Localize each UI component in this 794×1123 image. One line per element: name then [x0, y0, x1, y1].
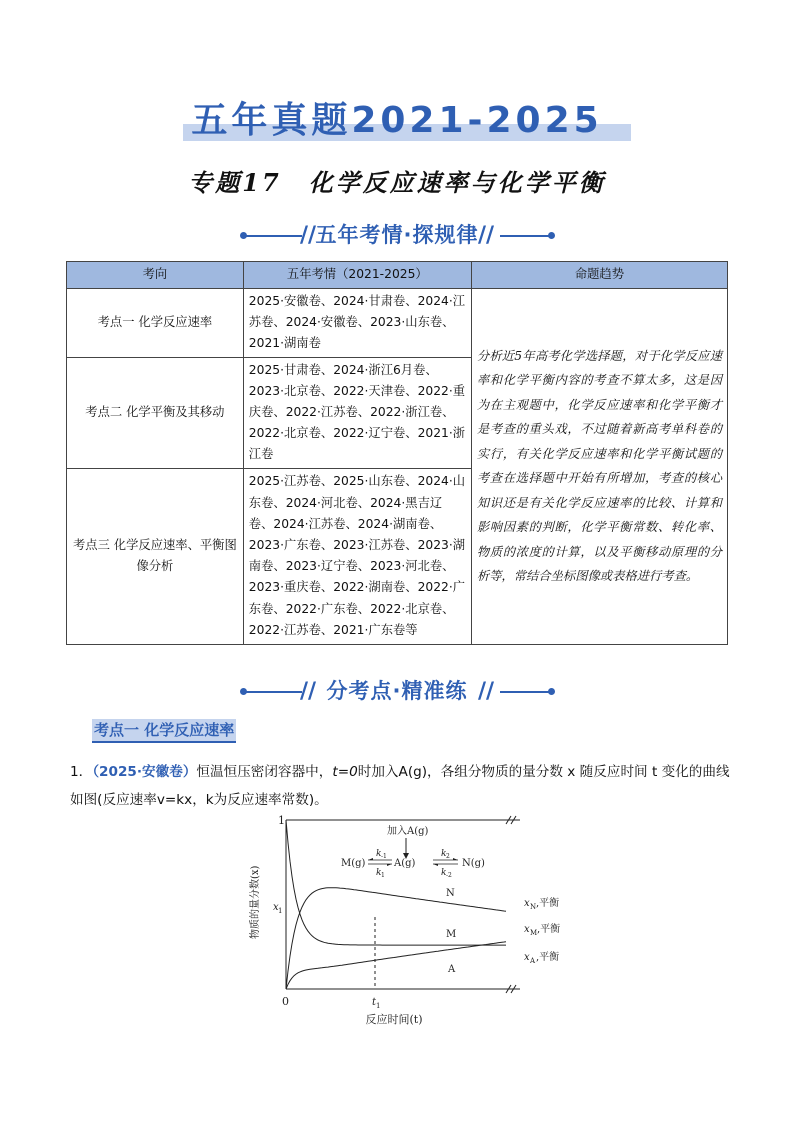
k1-sub: 1 — [381, 872, 385, 879]
species-m: M(g) — [341, 858, 366, 869]
curve-a — [286, 820, 506, 945]
species-n: N(g) — [462, 858, 485, 869]
banner-title: 分考点·精准练 — [326, 679, 468, 703]
eq-m-main: x — [524, 924, 530, 935]
arrow-head-icon — [368, 858, 373, 860]
eq-a-sub: A — [530, 957, 536, 965]
reaction-scheme — [341, 824, 485, 879]
question-time-expression: t=0 — [332, 764, 358, 780]
banner-title: 五年考情·探规律 — [315, 223, 479, 247]
eq-n-main: x — [524, 898, 530, 909]
reaction-figure — [244, 812, 584, 1032]
k-minus1: k — [376, 849, 382, 859]
k-minus1-sub: -1 — [381, 853, 387, 860]
k2-sub: 2 — [446, 853, 450, 860]
x-axis-label: 反应时间(t) — [365, 1013, 423, 1026]
species-a: A(g) — [394, 858, 416, 869]
eq-label-m — [524, 922, 560, 937]
eq-n-sub: N — [530, 903, 537, 911]
k1: k — [376, 868, 382, 878]
eq-label-a — [524, 950, 559, 965]
curve-m — [286, 888, 506, 989]
table-cell-topic: 考点二 化学平衡及其移动 — [67, 357, 244, 468]
topic-heading: 考点一 化学反应速率 — [92, 719, 236, 743]
y-tick-one: 1 — [278, 814, 285, 827]
question-source: （2025·安徽卷） — [92, 764, 197, 780]
k2: k — [441, 849, 447, 859]
table-header-trend: 命题趋势 — [471, 262, 727, 289]
curve-label-n: N — [446, 888, 455, 899]
section-banner-trends — [0, 219, 794, 253]
k-minus2-sub: -2 — [446, 872, 452, 879]
arrow-head-icon — [387, 864, 392, 866]
t1-subscript: 1 — [376, 1002, 381, 1010]
y-axis-label: 物质的量分数(x) — [250, 865, 261, 939]
arrow-head-icon — [453, 858, 458, 860]
table-cell-topic: 考点一 化学反应速率 — [67, 289, 244, 358]
eq-m-sub: M — [530, 929, 538, 937]
question-text-part2: 时加入A(g)，各组分物质的量分数 x 随反应时间 t 变化的曲线如图(反应速率v=kx，k为反应速率常数)。 — [70, 764, 730, 808]
curve-n — [286, 942, 506, 989]
add-a-label: 加入A(g) — [387, 826, 429, 837]
mole-fraction-graph — [244, 812, 584, 1032]
curve-label-m: M — [446, 929, 457, 940]
table-cell-papers: 2025·江苏卷、2025·山东卷、2024·山东卷、2024·河北卷、2024·黑吉辽卷、2024·江苏卷、2024·湖南卷、2023·广东卷、2023·江苏卷、2023·湖南卷、2023·辽宁卷、2023·河北卷、2023·重庆卷、2022·湖南卷、2022·广东卷、2022·广东卷、2022·北京卷、2022·江苏卷、2021·广东卷等 — [243, 468, 471, 644]
table-cell-papers: 2025·甘肃卷、2024·浙江6月卷、2023·北京卷、2022·天津卷、2022·重庆卷、2022·江苏卷、2022·浙江卷、2022·北京卷、2022·辽宁卷、2021·浙江卷 — [243, 357, 471, 468]
table-cell-papers: 2025·安徽卷、2024·甘肃卷、2024·江苏卷、2024·安徽卷、2023·山东卷、2021·湖南卷 — [243, 289, 471, 358]
question-1 — [70, 758, 730, 814]
x1-subscript: 1 — [278, 907, 283, 915]
origin-label: 0 — [282, 995, 289, 1008]
eq-n-suffix: ,平衡 — [536, 898, 560, 909]
table-cell-topic: 考点三 化学反应速率、平衡图像分析 — [67, 468, 244, 644]
table-header-topic: 考向 — [67, 262, 244, 289]
eq-label-n — [524, 896, 559, 911]
banner-slash-icon: // — [300, 679, 317, 704]
k-minus2: k — [441, 868, 447, 878]
table-header-years: 五年考情（2021-2025） — [243, 262, 471, 289]
curve-label-a: A — [448, 964, 456, 975]
question-text-part1: 恒温恒压密闭容器中， — [196, 764, 333, 780]
table-header-row — [67, 262, 728, 289]
exam-trend-table — [66, 261, 728, 645]
eq-a-suffix: ,平衡 — [536, 952, 560, 963]
table-row — [67, 289, 728, 358]
x1-label: x — [273, 902, 279, 913]
question-number: 1． — [70, 764, 93, 780]
page-title: 五年真题2021-2025 — [191, 100, 603, 141]
section-banner-practice — [0, 675, 794, 709]
banner-slash-icon: // — [478, 679, 495, 704]
table-cell-trend: 分析近5年高考化学选择题，对于化学反应速率和化学平衡内容的考查不算太多，这是因为在主观题中，化学反应速率和化学平衡才是考查的重头戏，不过随着新高考单科卷的实行，有关化学反应速率和化学平衡试题的考查在选择题中开始有所增加，考查的核心知识还是有关化学反应速率的比较、计算和影响因素的判断，化学平衡常数、转化率、物质的浓度的计算，以及平衡移动原理的分析等，常结合坐标图像或表格进行考查。 — [471, 289, 727, 645]
arrow-head-icon — [433, 864, 438, 866]
banner-slash-icon: // — [478, 223, 495, 248]
eq-m-suffix: ,平衡 — [537, 924, 561, 935]
t1-label: t — [372, 997, 377, 1008]
eq-a-main: x — [524, 952, 530, 963]
page-subtitle: 专题17 化学反应速率与化学平衡 — [188, 168, 606, 197]
banner-slash-icon: // — [300, 223, 317, 248]
